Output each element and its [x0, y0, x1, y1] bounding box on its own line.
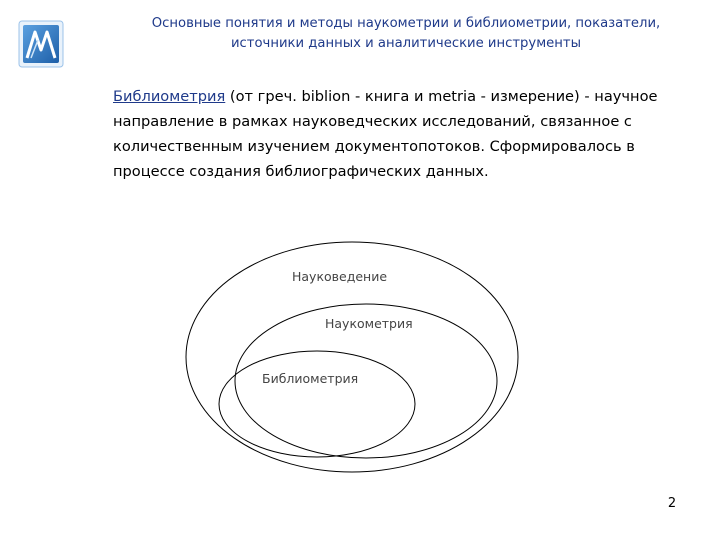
label-naukometriya: Наукометрия — [325, 316, 413, 331]
definition-text: (от греч. biblion - книга и metria - измерение) - научное направление в рамках науковедческих исследований, связанное с количественным изучением документопотоков. Сформировалось в процессе создания библиографических данных. — [113, 88, 658, 180]
label-naukovedenie: Науковедение — [292, 269, 388, 284]
page-title-line-2: источники данных и аналитические инструменты — [230, 36, 581, 51]
label-bibliometriya: Библиометрия — [262, 371, 359, 386]
definition-term: Библиометрия — [113, 88, 226, 105]
page-title-line-1: Основные понятия и методы наукометрии и библиометрии, показатели, — [151, 16, 661, 31]
ellipse-bibliometriya — [219, 351, 415, 457]
page-number: 2 — [667, 496, 677, 511]
